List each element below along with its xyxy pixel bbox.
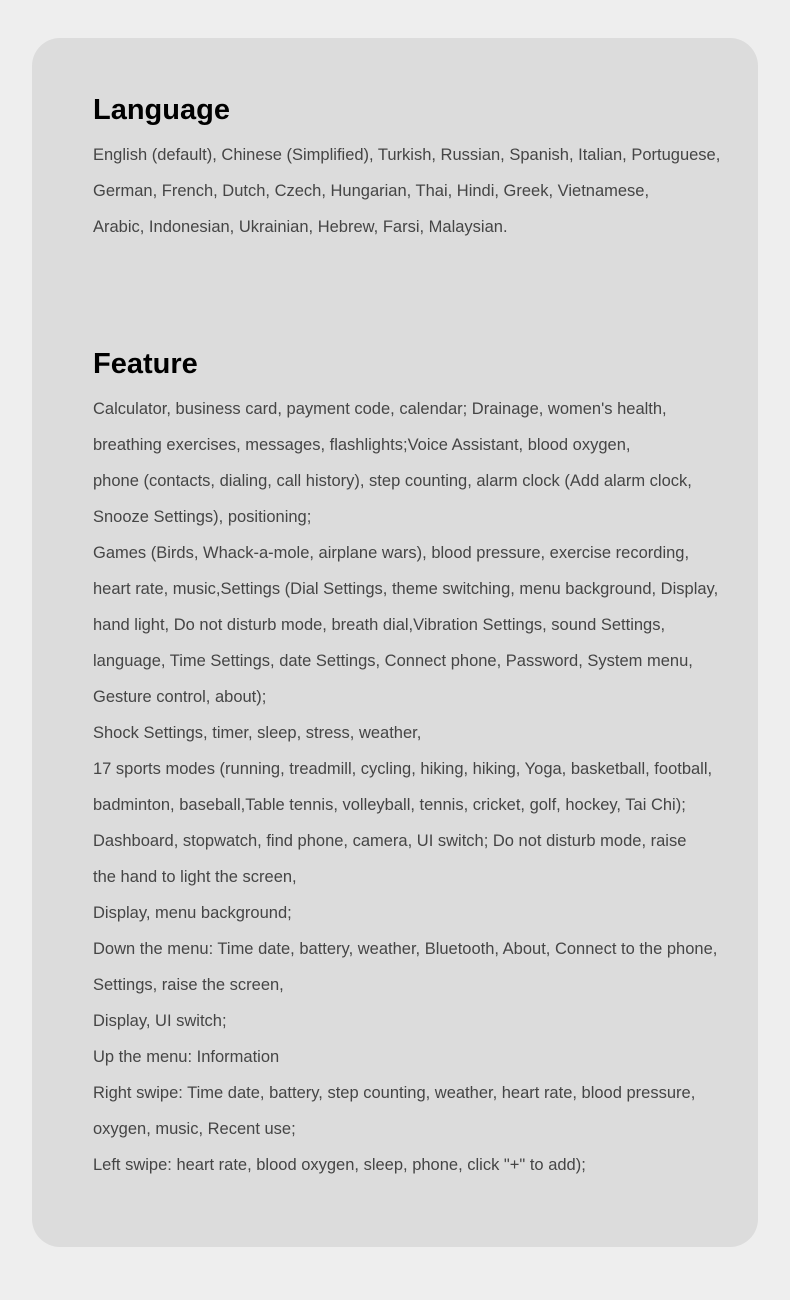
feature-heading: Feature — [93, 348, 198, 380]
feature-line: Down the menu: Time date, battery, weather, Bluetooth, About, Connect to the phone, — [93, 940, 718, 958]
language-line: German, French, Dutch, Czech, Hungarian, Thai, Hindi, Greek, Vietnamese, — [93, 182, 650, 200]
feature-line: Settings, raise the screen, — [93, 976, 284, 994]
feature-line: language, Time Settings, date Settings, Connect phone, Password, System menu, — [93, 652, 693, 670]
feature-line: Snooze Settings), positioning; — [93, 508, 312, 526]
feature-line: Display, UI switch; — [93, 1012, 227, 1030]
feature-line: breathing exercises, messages, flashlights;Voice Assistant, blood oxygen, — [93, 436, 631, 454]
feature-line: Dashboard, stopwatch, find phone, camera, UI switch; Do not disturb mode, raise — [93, 832, 687, 850]
feature-text — [93, 391, 753, 1183]
feature-line: phone (contacts, dialing, call history), step counting, alarm clock (Add alarm clock, — [93, 472, 692, 490]
feature-line: 17 sports modes (running, treadmill, cycling, hiking, hiking, Yoga, basketball, football, — [93, 760, 713, 778]
feature-line: badminton, baseball,Table tennis, volleyball, tennis, cricket, golf, hockey, Tai Chi); — [93, 796, 686, 814]
feature-line: Calculator, business card, payment code, calendar; Drainage, women's health, — [93, 400, 667, 418]
language-line: English (default), Chinese (Simplified), Turkish, Russian, Spanish, Italian, Portuguese, — [93, 146, 721, 164]
feature-line: oxygen, music, Recent use; — [93, 1120, 296, 1138]
feature-line: Right swipe: Time date, battery, step counting, weather, heart rate, blood pressure, — [93, 1084, 696, 1102]
feature-line: Display, menu background; — [93, 904, 292, 922]
feature-line: heart rate, music,Settings (Dial Settings, theme switching, menu background, Display, — [93, 580, 719, 598]
feature-line: Up the menu: Information — [93, 1048, 280, 1066]
feature-line: Left swipe: heart rate, blood oxygen, sleep, phone, click "+" to add); — [93, 1156, 586, 1174]
language-text — [93, 137, 753, 245]
feature-line: Games (Birds, Whack-a-mole, airplane wars), blood pressure, exercise recording, — [93, 544, 690, 562]
feature-line: Gesture control, about); — [93, 688, 267, 706]
language-heading: Language — [93, 94, 230, 126]
language-line: Arabic, Indonesian, Ukrainian, Hebrew, Farsi, Malaysian. — [93, 218, 508, 236]
feature-line: the hand to light the screen, — [93, 868, 297, 886]
feature-line: hand light, Do not disturb mode, breath dial,Vibration Settings, sound Settings, — [93, 616, 666, 634]
feature-line: Shock Settings, timer, sleep, stress, weather, — [93, 724, 422, 742]
